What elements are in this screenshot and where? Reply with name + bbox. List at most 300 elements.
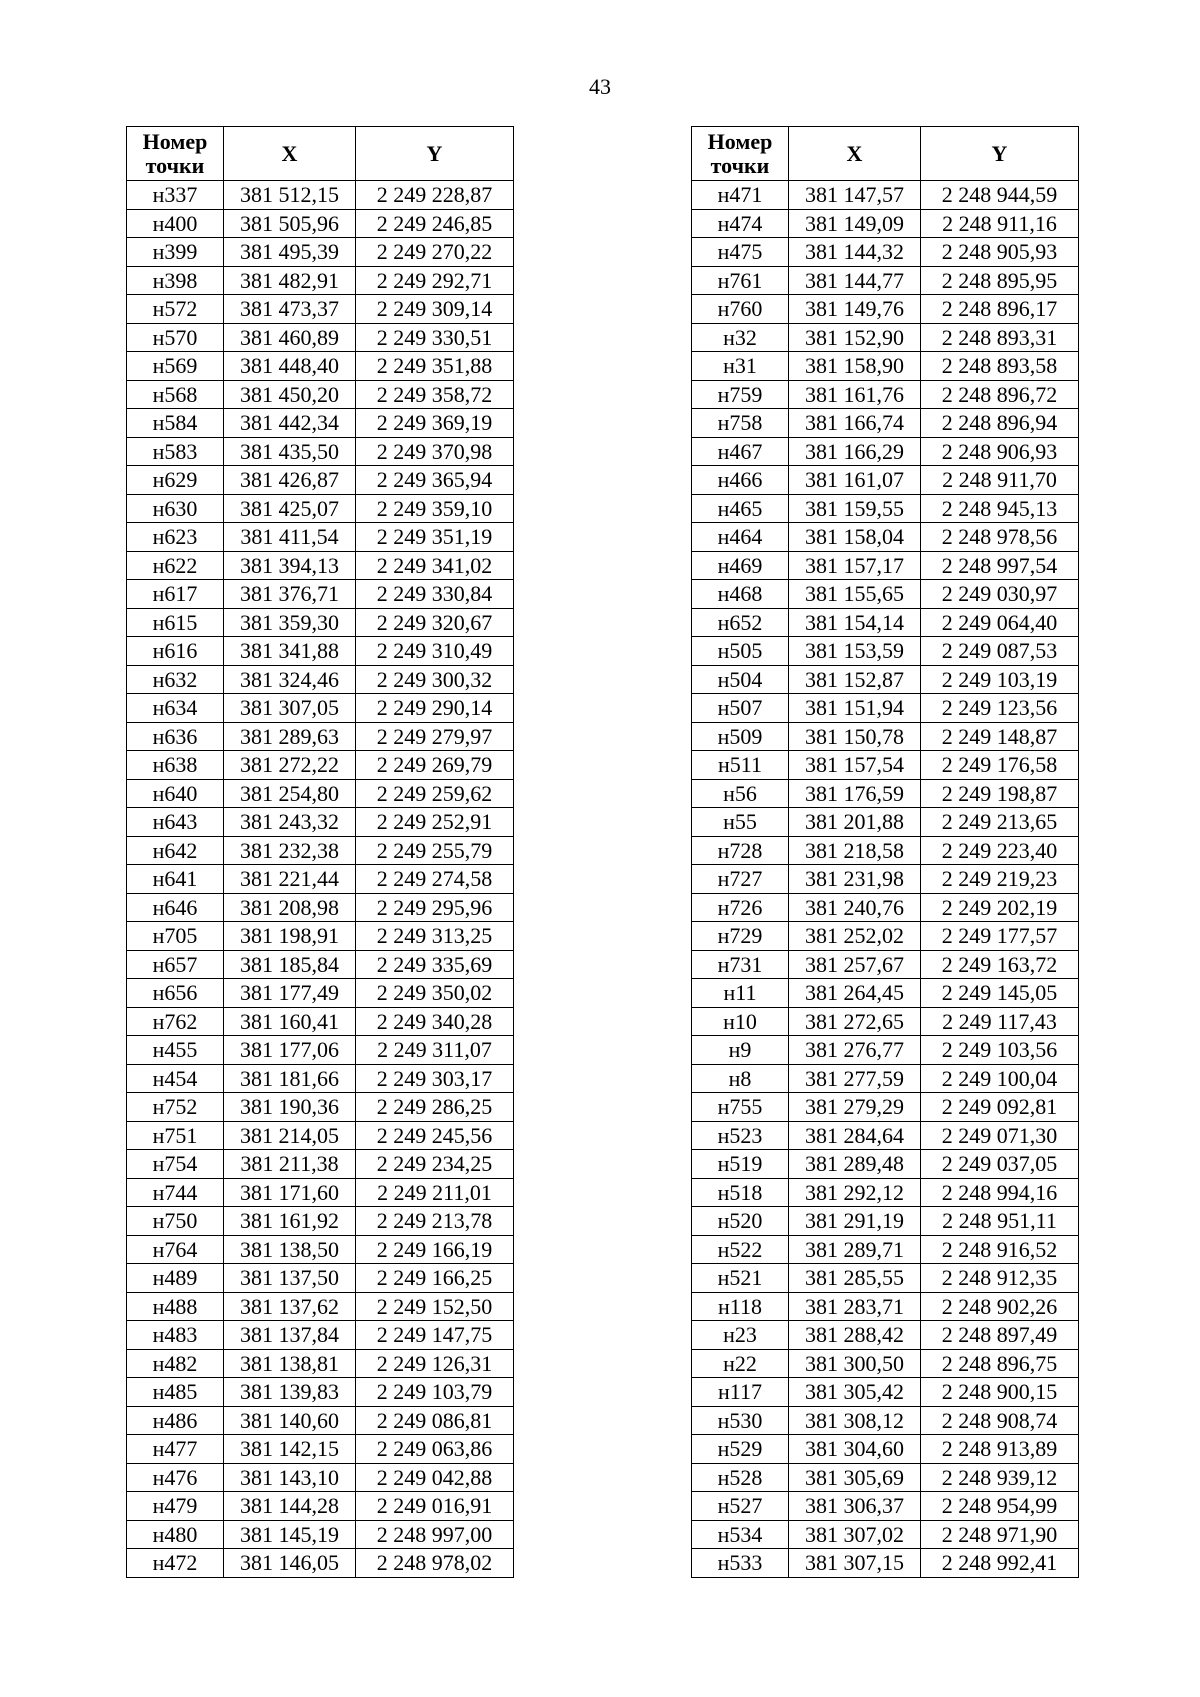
- y-coordinate-cell: 2 249 213,65: [921, 808, 1079, 837]
- point-number-cell: н630: [127, 494, 224, 523]
- y-coordinate-cell: 2 249 300,32: [356, 665, 514, 694]
- table-row: [127, 1406, 514, 1435]
- coordinates-table-left: [126, 126, 514, 1578]
- point-number-cell: н464: [692, 523, 789, 552]
- y-coordinate-cell: 2 249 359,10: [356, 494, 514, 523]
- point-number-cell: н474: [692, 209, 789, 238]
- x-coordinate-cell: 381 146,05: [224, 1549, 356, 1578]
- point-number-cell: н467: [692, 437, 789, 466]
- y-coordinate-cell: 2 248 911,70: [921, 466, 1079, 495]
- x-coordinate-cell: 381 243,32: [224, 808, 356, 837]
- x-coordinate-cell: 381 442,34: [224, 409, 356, 438]
- y-coordinate-cell: 2 248 896,94: [921, 409, 1079, 438]
- y-coordinate-cell: 2 249 245,56: [356, 1121, 514, 1150]
- y-coordinate-cell: 2 249 311,07: [356, 1036, 514, 1065]
- x-coordinate-cell: 381 305,69: [789, 1463, 921, 1492]
- table-row: [692, 551, 1079, 580]
- point-number-cell: н519: [692, 1150, 789, 1179]
- table-row: [127, 551, 514, 580]
- x-coordinate-cell: 381 190,36: [224, 1093, 356, 1122]
- y-coordinate-cell: 2 249 198,87: [921, 779, 1079, 808]
- point-number-cell: н583: [127, 437, 224, 466]
- table-row: [127, 209, 514, 238]
- table-row: [692, 1292, 1079, 1321]
- table-row: [127, 1264, 514, 1293]
- y-coordinate-cell: 2 249 341,02: [356, 551, 514, 580]
- table-row: [127, 1321, 514, 1350]
- y-coordinate-cell: 2 249 103,79: [356, 1378, 514, 1407]
- point-number-cell: н640: [127, 779, 224, 808]
- table-row: [127, 808, 514, 837]
- y-coordinate-cell: 2 248 900,15: [921, 1378, 1079, 1407]
- x-coordinate-cell: 381 240,76: [789, 893, 921, 922]
- x-coordinate-cell: 381 276,77: [789, 1036, 921, 1065]
- x-coordinate-cell: 381 411,54: [224, 523, 356, 552]
- x-coordinate-cell: 381 289,48: [789, 1150, 921, 1179]
- table-row: [127, 979, 514, 1008]
- y-coordinate-cell: 2 248 971,90: [921, 1520, 1079, 1549]
- y-coordinate-cell: 2 249 100,04: [921, 1064, 1079, 1093]
- point-number-cell: н400: [127, 209, 224, 238]
- x-coordinate-cell: 381 218,58: [789, 836, 921, 865]
- point-number-cell: н9: [692, 1036, 789, 1065]
- table-row: [127, 1492, 514, 1521]
- y-coordinate-cell: 2 248 896,72: [921, 380, 1079, 409]
- x-coordinate-cell: 381 304,60: [789, 1435, 921, 1464]
- x-coordinate-cell: 381 252,02: [789, 922, 921, 951]
- table-row: [692, 523, 1079, 552]
- table-row: [692, 865, 1079, 894]
- y-coordinate-cell: 2 248 897,49: [921, 1321, 1079, 1350]
- point-number-cell: н472: [127, 1549, 224, 1578]
- point-number-cell: н486: [127, 1406, 224, 1435]
- x-coordinate-cell: 381 307,15: [789, 1549, 921, 1578]
- point-number-cell: н570: [127, 323, 224, 352]
- y-coordinate-cell: 2 249 147,75: [356, 1321, 514, 1350]
- y-coordinate-cell: 2 249 166,25: [356, 1264, 514, 1293]
- y-coordinate-cell: 2 248 893,31: [921, 323, 1079, 352]
- y-coordinate-cell: 2 249 309,14: [356, 295, 514, 324]
- table-row: [127, 1235, 514, 1264]
- point-number-cell: н529: [692, 1435, 789, 1464]
- x-coordinate-cell: 381 137,50: [224, 1264, 356, 1293]
- y-coordinate-cell: 2 248 902,26: [921, 1292, 1079, 1321]
- x-coordinate-cell: 381 300,50: [789, 1349, 921, 1378]
- table-row: [692, 1235, 1079, 1264]
- table-row: [127, 1007, 514, 1036]
- y-coordinate-cell: 2 249 259,62: [356, 779, 514, 808]
- table-row: [127, 950, 514, 979]
- x-coordinate-cell: 381 138,50: [224, 1235, 356, 1264]
- table-row: [127, 836, 514, 865]
- x-coordinate-cell: 381 448,40: [224, 352, 356, 381]
- point-number-cell: н629: [127, 466, 224, 495]
- point-number-cell: н31: [692, 352, 789, 381]
- table-row: [127, 722, 514, 751]
- y-coordinate-cell: 2 248 951,11: [921, 1207, 1079, 1236]
- x-coordinate-cell: 381 151,94: [789, 694, 921, 723]
- point-number-cell: н755: [692, 1093, 789, 1122]
- y-coordinate-cell: 2 249 166,19: [356, 1235, 514, 1264]
- point-number-cell: н488: [127, 1292, 224, 1321]
- point-number-cell: н527: [692, 1492, 789, 1521]
- table-row: [692, 1406, 1079, 1435]
- table-row: [692, 1178, 1079, 1207]
- point-number-cell: н758: [692, 409, 789, 438]
- table-row: [127, 1349, 514, 1378]
- table-row: [692, 437, 1079, 466]
- table-row: [692, 950, 1079, 979]
- x-coordinate-cell: 381 308,12: [789, 1406, 921, 1435]
- point-number-cell: н475: [692, 238, 789, 267]
- table-row: [127, 865, 514, 894]
- point-number-cell: н750: [127, 1207, 224, 1236]
- point-number-cell: н759: [692, 380, 789, 409]
- table-body: [692, 181, 1079, 1578]
- table-row: [127, 694, 514, 723]
- x-coordinate-cell: 381 158,04: [789, 523, 921, 552]
- x-coordinate-cell: 381 158,90: [789, 352, 921, 381]
- x-coordinate-cell: 381 285,55: [789, 1264, 921, 1293]
- table-row: [692, 1492, 1079, 1521]
- x-coordinate-cell: 381 495,39: [224, 238, 356, 267]
- table-row: [127, 1463, 514, 1492]
- table-row: [127, 181, 514, 210]
- y-coordinate-cell: 2 249 286,25: [356, 1093, 514, 1122]
- y-coordinate-cell: 2 249 246,85: [356, 209, 514, 238]
- y-coordinate-cell: 2 249 303,17: [356, 1064, 514, 1093]
- y-coordinate-cell: 2 248 997,00: [356, 1520, 514, 1549]
- y-coordinate-cell: 2 248 913,89: [921, 1435, 1079, 1464]
- y-coordinate-cell: 2 249 370,98: [356, 437, 514, 466]
- point-number-cell: н754: [127, 1150, 224, 1179]
- table-row: [127, 637, 514, 666]
- x-coordinate-cell: 381 307,05: [224, 694, 356, 723]
- point-number-cell: н646: [127, 893, 224, 922]
- point-number-cell: н643: [127, 808, 224, 837]
- point-number-cell: н471: [692, 181, 789, 210]
- y-coordinate-cell: 2 248 945,13: [921, 494, 1079, 523]
- table-row: [127, 295, 514, 324]
- point-number-cell: н764: [127, 1235, 224, 1264]
- x-coordinate-cell: 381 272,65: [789, 1007, 921, 1036]
- table-row: [127, 1150, 514, 1179]
- x-coordinate-cell: 381 152,87: [789, 665, 921, 694]
- x-coordinate-cell: 381 425,07: [224, 494, 356, 523]
- x-coordinate-cell: 381 460,89: [224, 323, 356, 352]
- x-coordinate-cell: 381 171,60: [224, 1178, 356, 1207]
- x-coordinate-cell: 381 288,42: [789, 1321, 921, 1350]
- x-coordinate-cell: 381 283,71: [789, 1292, 921, 1321]
- x-coordinate-cell: 381 152,90: [789, 323, 921, 352]
- point-number-cell: н638: [127, 751, 224, 780]
- table-row: [692, 1121, 1079, 1150]
- y-coordinate-cell: 2 249 279,97: [356, 722, 514, 751]
- y-coordinate-cell: 2 249 351,19: [356, 523, 514, 552]
- point-number-cell: н521: [692, 1264, 789, 1293]
- y-coordinate-cell: 2 248 896,75: [921, 1349, 1079, 1378]
- x-coordinate-cell: 381 142,15: [224, 1435, 356, 1464]
- table-row: [692, 779, 1079, 808]
- y-coordinate-cell: 2 248 994,16: [921, 1178, 1079, 1207]
- x-coordinate-cell: 381 307,02: [789, 1520, 921, 1549]
- y-coordinate-cell: 2 249 152,50: [356, 1292, 514, 1321]
- point-number-cell: н520: [692, 1207, 789, 1236]
- table-row: [692, 1264, 1079, 1293]
- x-coordinate-cell: 381 154,14: [789, 608, 921, 637]
- x-coordinate-cell: 381 157,17: [789, 551, 921, 580]
- point-number-cell: н727: [692, 865, 789, 894]
- table-row: [692, 1435, 1079, 1464]
- point-number-cell: н11: [692, 979, 789, 1008]
- table-row: [127, 922, 514, 951]
- point-number-cell: н454: [127, 1064, 224, 1093]
- x-coordinate-cell: 381 211,38: [224, 1150, 356, 1179]
- y-coordinate-cell: 2 249 103,19: [921, 665, 1079, 694]
- y-coordinate-cell: 2 249 063,86: [356, 1435, 514, 1464]
- y-coordinate-cell: 2 248 912,35: [921, 1264, 1079, 1293]
- table-row: [127, 523, 514, 552]
- y-coordinate-cell: 2 248 992,41: [921, 1549, 1079, 1578]
- table-row: [127, 665, 514, 694]
- point-number-cell: н485: [127, 1378, 224, 1407]
- point-number-cell: н489: [127, 1264, 224, 1293]
- table-row: [127, 1378, 514, 1407]
- point-number-cell: н23: [692, 1321, 789, 1350]
- x-coordinate-cell: 381 153,59: [789, 637, 921, 666]
- table-row: [692, 1520, 1079, 1549]
- page-number: 43: [589, 74, 611, 99]
- x-coordinate-cell: 381 143,10: [224, 1463, 356, 1492]
- point-number-cell: н584: [127, 409, 224, 438]
- x-coordinate-cell: 381 512,15: [224, 181, 356, 210]
- y-coordinate-cell: 2 249 030,97: [921, 580, 1079, 609]
- point-number-cell: н505: [692, 637, 789, 666]
- point-number-cell: н729: [692, 922, 789, 951]
- y-coordinate-cell: 2 249 369,19: [356, 409, 514, 438]
- table-row: [127, 1036, 514, 1065]
- point-number-cell: н656: [127, 979, 224, 1008]
- table-row: [692, 466, 1079, 495]
- x-coordinate-cell: 381 139,83: [224, 1378, 356, 1407]
- table-row: [127, 437, 514, 466]
- x-coordinate-cell: 381 144,32: [789, 238, 921, 267]
- point-number-cell: н615: [127, 608, 224, 637]
- point-number-cell: н22: [692, 1349, 789, 1378]
- x-coordinate-cell: 381 140,60: [224, 1406, 356, 1435]
- x-coordinate-cell: 381 198,91: [224, 922, 356, 951]
- point-number-cell: н623: [127, 523, 224, 552]
- x-coordinate-cell: 381 289,63: [224, 722, 356, 751]
- y-coordinate-cell: 2 249 335,69: [356, 950, 514, 979]
- x-coordinate-cell: 381 145,19: [224, 1520, 356, 1549]
- x-coordinate-cell: 381 137,84: [224, 1321, 356, 1350]
- table-row: [692, 836, 1079, 865]
- coordinates-table-right: [691, 126, 1079, 1578]
- point-number-cell: н636: [127, 722, 224, 751]
- y-coordinate-cell: 2 249 290,14: [356, 694, 514, 723]
- y-coordinate-cell: 2 249 228,87: [356, 181, 514, 210]
- point-number-cell: н568: [127, 380, 224, 409]
- table-row: [692, 409, 1079, 438]
- table-row: [692, 266, 1079, 295]
- y-coordinate-cell: 2 249 219,23: [921, 865, 1079, 894]
- y-coordinate-cell: 2 249 163,72: [921, 950, 1079, 979]
- point-number-cell: н569: [127, 352, 224, 381]
- y-coordinate-cell: 2 248 978,56: [921, 523, 1079, 552]
- point-number-cell: н399: [127, 238, 224, 267]
- y-coordinate-cell: 2 248 895,95: [921, 266, 1079, 295]
- x-coordinate-cell: 381 161,92: [224, 1207, 356, 1236]
- y-coordinate-cell: 2 249 037,05: [921, 1150, 1079, 1179]
- x-coordinate-cell: 381 279,29: [789, 1093, 921, 1122]
- point-number-cell: н10: [692, 1007, 789, 1036]
- y-coordinate-cell: 2 248 916,52: [921, 1235, 1079, 1264]
- y-coordinate-cell: 2 249 292,71: [356, 266, 514, 295]
- y-coordinate-cell: 2 249 313,25: [356, 922, 514, 951]
- table-row: [127, 580, 514, 609]
- point-number-cell: н572: [127, 295, 224, 324]
- x-coordinate-cell: 381 435,50: [224, 437, 356, 466]
- x-coordinate-cell: 381 341,88: [224, 637, 356, 666]
- point-number-cell: н522: [692, 1235, 789, 1264]
- point-number-cell: н465: [692, 494, 789, 523]
- point-number-cell: н482: [127, 1349, 224, 1378]
- x-coordinate-cell: 381 284,64: [789, 1121, 921, 1150]
- point-number-cell: н705: [127, 922, 224, 951]
- table-row: [127, 238, 514, 267]
- x-coordinate-cell: 381 144,77: [789, 266, 921, 295]
- point-number-cell: н466: [692, 466, 789, 495]
- y-coordinate-cell: 2 249 016,91: [356, 1492, 514, 1521]
- y-coordinate-cell: 2 249 365,94: [356, 466, 514, 495]
- point-number-cell: н744: [127, 1178, 224, 1207]
- x-coordinate-cell: 381 144,28: [224, 1492, 356, 1521]
- x-coordinate-cell: 381 264,45: [789, 979, 921, 1008]
- x-coordinate-cell: 381 272,22: [224, 751, 356, 780]
- y-coordinate-cell: 2 249 123,56: [921, 694, 1079, 723]
- point-number-cell: н652: [692, 608, 789, 637]
- table-row: [692, 922, 1079, 951]
- point-number-cell: н507: [692, 694, 789, 723]
- point-number-cell: н56: [692, 779, 789, 808]
- table-row: [692, 1036, 1079, 1065]
- table-row: [692, 380, 1079, 409]
- table-row: [127, 751, 514, 780]
- point-number-cell: н479: [127, 1492, 224, 1521]
- point-number-cell: н534: [692, 1520, 789, 1549]
- point-number-cell: н477: [127, 1435, 224, 1464]
- x-coordinate-cell: 381 185,84: [224, 950, 356, 979]
- x-coordinate-cell: 381 254,80: [224, 779, 356, 808]
- x-coordinate-cell: 381 221,44: [224, 865, 356, 894]
- point-number-cell: н634: [127, 694, 224, 723]
- y-coordinate-cell: 2 249 269,79: [356, 751, 514, 780]
- x-coordinate-cell: 381 177,49: [224, 979, 356, 1008]
- table-row: [692, 1549, 1079, 1578]
- x-coordinate-cell: 381 155,65: [789, 580, 921, 609]
- x-coordinate-cell: 381 176,59: [789, 779, 921, 808]
- y-coordinate-cell: 2 249 270,22: [356, 238, 514, 267]
- y-coordinate-cell: 2 249 176,58: [921, 751, 1079, 780]
- table-row: [692, 209, 1079, 238]
- y-coordinate-cell: 2 249 086,81: [356, 1406, 514, 1435]
- column-header-point: Номер точки: [127, 127, 224, 181]
- y-coordinate-cell: 2 249 330,84: [356, 580, 514, 609]
- x-coordinate-cell: 381 505,96: [224, 209, 356, 238]
- y-coordinate-cell: 2 249 223,40: [921, 836, 1079, 865]
- point-number-cell: н528: [692, 1463, 789, 1492]
- table-row: [127, 1064, 514, 1093]
- x-coordinate-cell: 381 324,46: [224, 665, 356, 694]
- y-coordinate-cell: 2 249 358,72: [356, 380, 514, 409]
- x-coordinate-cell: 381 450,20: [224, 380, 356, 409]
- x-coordinate-cell: 381 292,12: [789, 1178, 921, 1207]
- point-number-cell: н518: [692, 1178, 789, 1207]
- table-row: [127, 494, 514, 523]
- x-coordinate-cell: 381 181,66: [224, 1064, 356, 1093]
- table-row: [127, 1207, 514, 1236]
- x-coordinate-cell: 381 289,71: [789, 1235, 921, 1264]
- table-row: [692, 238, 1079, 267]
- x-coordinate-cell: 381 376,71: [224, 580, 356, 609]
- y-coordinate-cell: 2 249 252,91: [356, 808, 514, 837]
- point-number-cell: н455: [127, 1036, 224, 1065]
- table-row: [692, 1349, 1079, 1378]
- table-row: [127, 466, 514, 495]
- point-number-cell: н616: [127, 637, 224, 666]
- x-coordinate-cell: 381 277,59: [789, 1064, 921, 1093]
- y-coordinate-cell: 2 248 997,54: [921, 551, 1079, 580]
- y-coordinate-cell: 2 249 350,02: [356, 979, 514, 1008]
- table-row: [127, 1121, 514, 1150]
- y-coordinate-cell: 2 248 939,12: [921, 1463, 1079, 1492]
- column-header-x: X: [224, 127, 356, 181]
- x-coordinate-cell: 381 157,54: [789, 751, 921, 780]
- point-number-cell: н469: [692, 551, 789, 580]
- table-row: [692, 665, 1079, 694]
- y-coordinate-cell: 2 249 042,88: [356, 1463, 514, 1492]
- x-coordinate-cell: 381 159,55: [789, 494, 921, 523]
- table-row: [692, 1378, 1079, 1407]
- table-row: [127, 1435, 514, 1464]
- table-row: [127, 380, 514, 409]
- point-number-cell: н751: [127, 1121, 224, 1150]
- table-row: [692, 608, 1079, 637]
- table-row: [692, 694, 1079, 723]
- table-row: [692, 1321, 1079, 1350]
- table-row: [692, 181, 1079, 210]
- x-coordinate-cell: 381 482,91: [224, 266, 356, 295]
- table-row: [127, 893, 514, 922]
- y-coordinate-cell: 2 249 145,05: [921, 979, 1079, 1008]
- x-coordinate-cell: 381 359,30: [224, 608, 356, 637]
- y-coordinate-cell: 2 248 954,99: [921, 1492, 1079, 1521]
- x-coordinate-cell: 381 161,76: [789, 380, 921, 409]
- x-coordinate-cell: 381 214,05: [224, 1121, 356, 1150]
- table-row: [692, 323, 1079, 352]
- table-row: [127, 608, 514, 637]
- x-coordinate-cell: 381 257,67: [789, 950, 921, 979]
- point-number-cell: н468: [692, 580, 789, 609]
- y-coordinate-cell: 2 249 103,56: [921, 1036, 1079, 1065]
- x-coordinate-cell: 381 166,74: [789, 409, 921, 438]
- x-coordinate-cell: 381 166,29: [789, 437, 921, 466]
- x-coordinate-cell: 381 161,07: [789, 466, 921, 495]
- table-row: [692, 1093, 1079, 1122]
- y-coordinate-cell: 2 249 148,87: [921, 722, 1079, 751]
- y-coordinate-cell: 2 248 893,58: [921, 352, 1079, 381]
